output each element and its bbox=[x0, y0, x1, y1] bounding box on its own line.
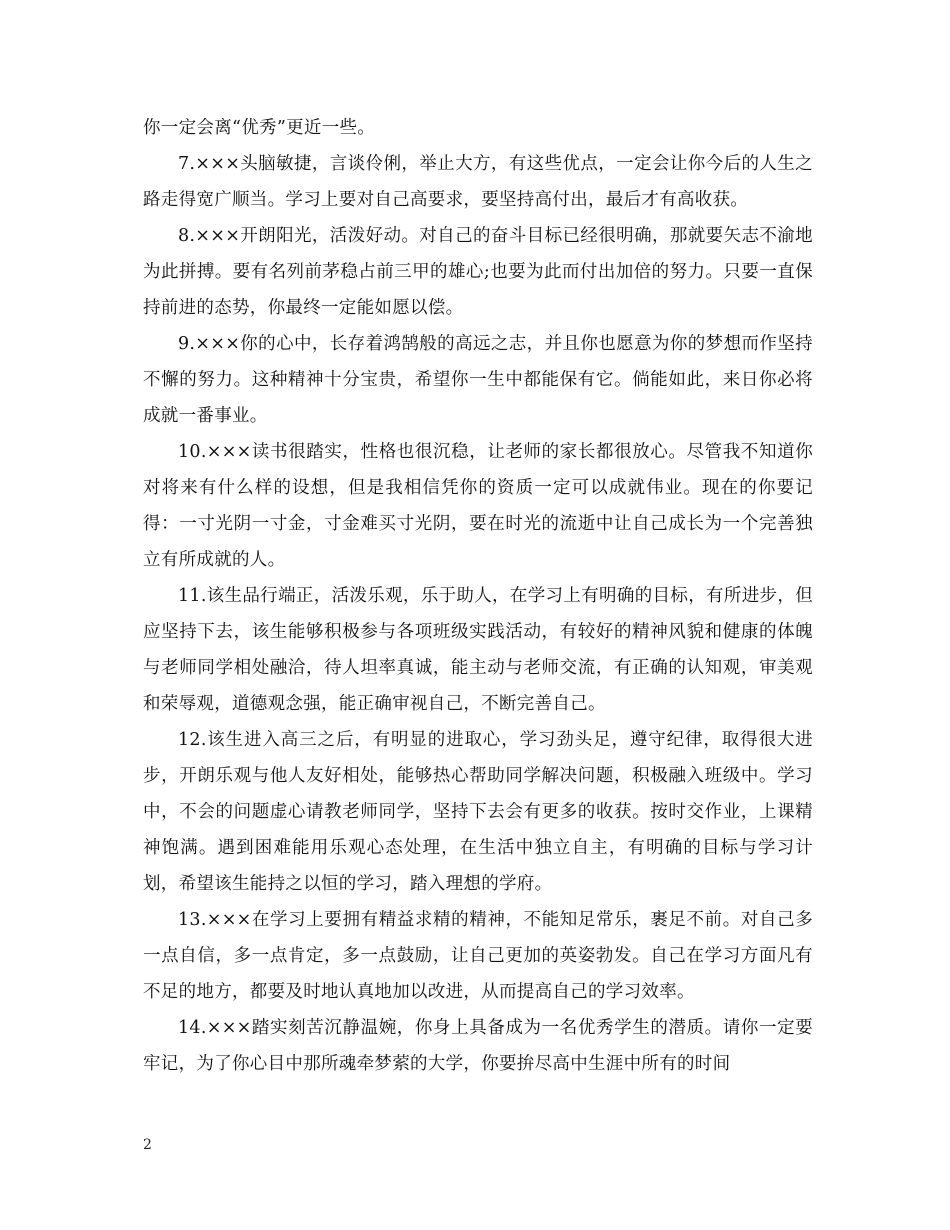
paragraph-continuation: 你一定会离“优秀”更近一些。 bbox=[143, 118, 376, 138]
paragraph-item-11: 11.该生品行端正，活泼乐观，乐于助人，在学习上有明确的目标，有所进步，但应坚持下去，该生能够积极参与各项班级实践活动，有较好的精神风貌和健康的体魄与老师同学相处融洽，待人坦率真诚，能主动与老师交流，有正确的认知观，审美观和荣辱观，道德观念强，能正确审视自己，不断完善自己。 bbox=[143, 586, 813, 714]
document-body bbox=[143, 110, 813, 1082]
paragraph-item-7: 7.×××头脑敏捷，言谈伶俐，举止大方，有这些优点，一定会让你今后的人生之路走得宽广顺当。学习上要对自己高要求，要坚持高付出，最后才有高收获。 bbox=[143, 154, 813, 210]
paragraph-item-8: 8.×××开朗阳光，活泼好动。对自己的奋斗目标已经很明确，那就要矢志不渝地为此拼搏。要有名列前茅稳占前三甲的雄心;也要为此而付出加倍的努力。只要一直保持前进的态势，你最终一定能如愿以偿。 bbox=[143, 226, 813, 318]
paragraph-item-9: 9.×××你的心中，长存着鸿鹄般的高远之志，并且你也愿意为你的梦想而作坚持不懈的努力。这种精神十分宝贵，希望你一生中都能保有它。倘能如此，来日你必将成就一番事业。 bbox=[143, 334, 813, 426]
paragraph-item-13: 13.×××在学习上要拥有精益求精的精神，不能知足常乐，裹足不前。对自己多一点自信，多一点肯定，多一点鼓励，让自己更加的英姿勃发。自己在学习方面凡有不足的地方，都要及时地认真地加以改进，从而提高自己的学习效率。 bbox=[143, 910, 813, 1002]
paragraph-item-14: 14.×××踏实刻苦沉静温婉，你身上具备成为一名优秀学生的潜质。请你一定要牢记，为了你心目中那所魂牵梦萦的大学，你要拚尽高中生涯中所有的时间 bbox=[143, 1018, 813, 1074]
page-number: 2 bbox=[143, 1137, 152, 1153]
paragraph-item-12: 12.该生进入高三之后，有明显的进取心，学习劲头足，遵守纪律，取得很大进步，开朗乐观与他人友好相处，能够热心帮助同学解决问题，积极融入班级中。学习中，不会的问题虚心请教老师同学，坚持下去会有更多的收获。按时交作业，上课精神饱满。遇到困难能用乐观心态处理，在生活中独立自主，有明确的目标与学习计划，希望该生能持之以恒的学习，踏入理想的学府。 bbox=[143, 730, 813, 894]
paragraph-item-10: 10.×××读书很踏实，性格也很沉稳，让老师的家长都很放心。尽管我不知道你对将来有什么样的设想，但是我相信凭你的资质一定可以成就伟业。现在的你要记得：一寸光阴一寸金，寸金难买寸光阴，要在时光的流逝中让自己成长为一个完善独立有所成就的人。 bbox=[143, 442, 813, 570]
